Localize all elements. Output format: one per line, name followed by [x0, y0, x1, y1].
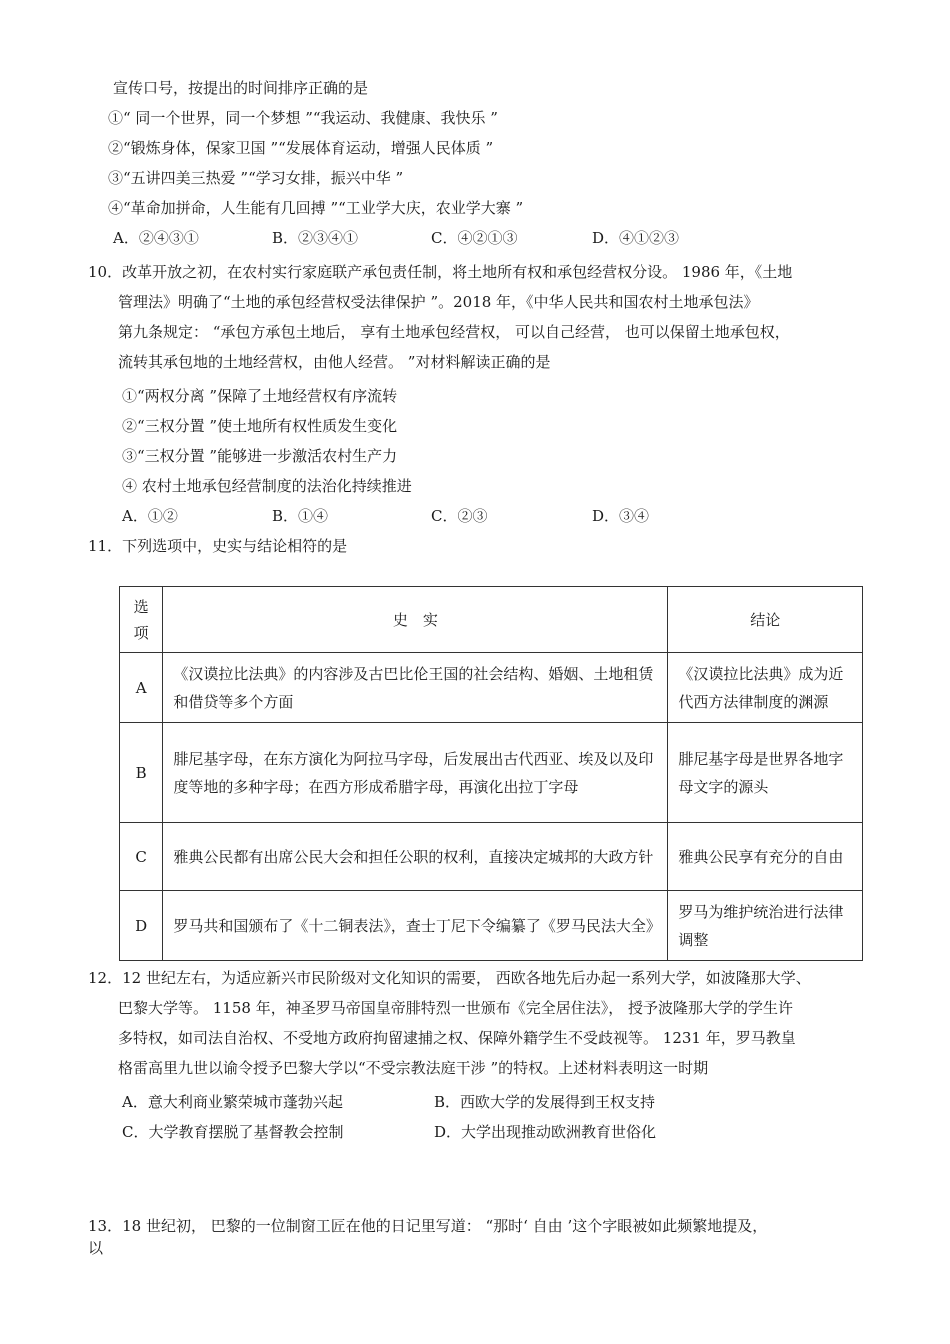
table-row [120, 653, 863, 723]
q12-option-d: D．大学出现推动欧洲教育世俗化 [434, 1123, 657, 1141]
q9-option-d: D．④①②③ [592, 229, 680, 247]
header-conclusion: 结论 [668, 587, 863, 653]
q9-item-1: ①“ 同一个世界，同一个梦想 ”“我运动、我健康、我快乐 ” [108, 109, 498, 127]
q9-option-b: B．②③④① [272, 229, 359, 247]
header-option: 选 项 [120, 587, 163, 653]
q10-option-b: B．①④ [272, 507, 329, 525]
row-fact: 罗马共和国颁布了《十二铜表法》，查士丁尼下令编纂了《罗马民法大全》 [163, 891, 668, 961]
q10-item-4: ④ 农村土地承包经营制度的法治化持续推进 [122, 477, 412, 495]
row-option: C [120, 823, 163, 891]
q12-line-1: 12．12 世纪左右，为适应新兴市民阶级对文化知识的需要， 西欧各地先后办起一系列大学，如波隆那大学、 [88, 969, 811, 987]
q12-line-2: 巴黎大学等。 1158 年，神圣罗马帝国皇帝腓特烈一世颁布《完全居住法》， 授予波隆那大学的学生许 [118, 999, 793, 1017]
row-fact: 雅典公民都有出席公民大会和担任公职的权利，直接决定城邦的大政方针 [163, 823, 668, 891]
q12-line-4: 格雷高里九世以谕令授予巴黎大学以“不受宗教法庭干涉 ”的特权。上述材料表明这一时期 [118, 1059, 709, 1077]
q10-option-d: D．③④ [592, 507, 650, 525]
header-fact: 史 实 [163, 587, 668, 653]
q10-line-3: 第九条规定： “承包方承包土地后， 享有土地承包经营权， 可以自己经营， 也可以保留土地承包权， [118, 323, 790, 341]
q10-line-4: 流转其承包地的土地经营权，由他人经营。 ”对材料解读正确的是 [118, 353, 551, 371]
row-fact: 腓尼基字母，在东方演化为阿拉马字母，后发展出古代西亚、埃及以及印度等地的多种字母；在西方形成希腊字母，再演化出拉丁字母 [163, 723, 668, 823]
q13-line-1: 13．18 世纪初， 巴黎的一位制窗工匠在他的日记里写道： “那时‘ 自由 ’这个字眼被如此频繁地提及， [88, 1217, 768, 1235]
q9-item-4: ④“革命加拼命，人生能有几回搏 ”“工业学大庆，农业学大寨 ” [108, 199, 524, 217]
q9-option-c: C．④②①③ [431, 229, 518, 247]
row-conclusion: 《汉谟拉比法典》成为近代西方法律制度的渊源 [668, 653, 863, 723]
row-option: D [120, 891, 163, 961]
q10-item-3: ③“三权分置 ”能够进一步激活农村生产力 [122, 447, 398, 465]
row-conclusion: 罗马为维护统治进行法律调整 [668, 891, 863, 961]
q12-option-c: C．大学教育摆脱了基督教会控制 [122, 1123, 344, 1141]
q10-item-2: ②“三权分置 ”使土地所有权性质发生变化 [122, 417, 398, 435]
q11-stem: 11．下列选项中，史实与结论相符的是 [88, 537, 348, 555]
q12-option-a: A．意大利商业繁荣城市蓬勃兴起 [122, 1093, 343, 1111]
q10-line-1: 10．改革开放之初，在农村实行家庭联产承包责任制，将土地所有权和承包经营权分设。 1986 年，《土地 [88, 263, 793, 281]
table-row [120, 823, 863, 891]
row-option: A [120, 653, 163, 723]
table-header-row [120, 587, 863, 653]
q10-item-1: ①“两权分离 ”保障了土地经营权有序流转 [122, 387, 398, 405]
row-option: B [120, 723, 163, 823]
row-conclusion: 腓尼基字母是世界各地字母文字的源头 [668, 723, 863, 823]
q10-option-a: A．①② [122, 507, 178, 525]
q9-option-a: A．②④③① [113, 229, 199, 247]
table-row [120, 891, 863, 961]
q10-option-c: C．②③ [431, 507, 488, 525]
row-conclusion: 雅典公民享有充分的自由 [668, 823, 863, 891]
q12-option-b: B．西欧大学的发展得到王权支持 [434, 1093, 656, 1111]
q9-item-2: ②“锻炼身体，保家卫国 ”“发展体育运动，增强人民体质 ” [108, 139, 494, 157]
row-fact: 《汉谟拉比法典》的内容涉及古巴比伦王国的社会结构、婚姻、土地租赁和借贷等多个方面 [163, 653, 668, 723]
q11-table [119, 586, 863, 961]
q13-line-2: 以 [88, 1239, 104, 1257]
q9-stem-tail: 宣传口号，按提出的时间排序正确的是 [113, 79, 369, 97]
q9-item-3: ③“五讲四美三热爱 ”“学习女排，振兴中华 ” [108, 169, 404, 187]
q10-line-2: 管理法》明确了“土地的承包经营权受法律保护 ”。2018 年，《中华人民共和国农村土地承包法》 [118, 293, 759, 311]
table-row [120, 723, 863, 823]
q12-line-3: 多特权，如司法自治权、不受地方政府拘留逮捕之权、保障外籍学生不受歧视等。 1231 年，罗马教皇 [118, 1029, 796, 1047]
